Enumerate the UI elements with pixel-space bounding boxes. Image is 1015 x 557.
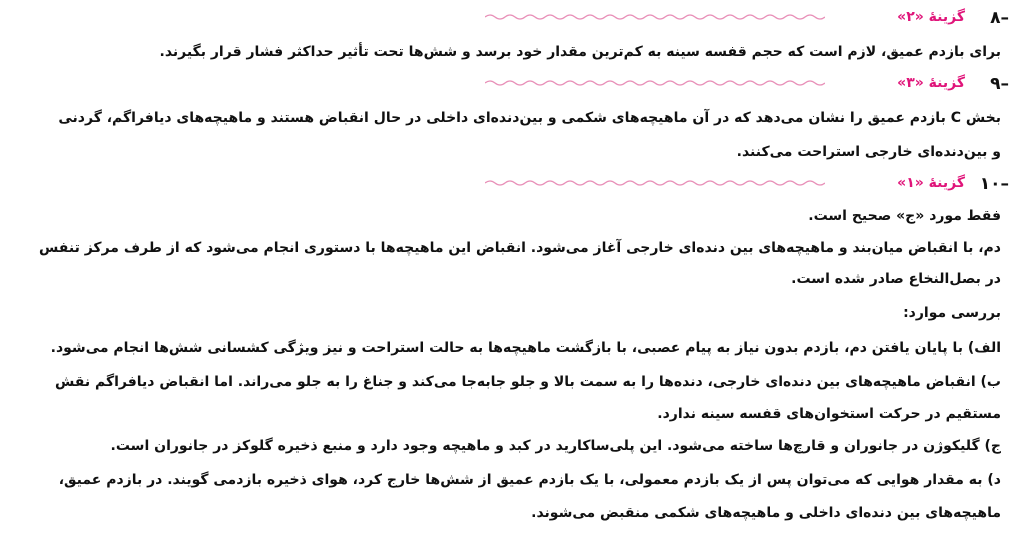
text-line: برای بازدم عمیق، لازم است که حجم قفسه سینه به کم‌ترین مقدار خود برسد و شش‌ها تحت تأثیر حداکثر فشار قرار بگیرند. bbox=[159, 44, 1001, 60]
text-line: د) به مقدار هوایی که می‌توان پس از یک بازدم معمولی، با یک بازدم عمیق از شش‌ها خارج کرد، هوای ذخیره بازدمی گویند. در بازدم عمیق، bbox=[58, 472, 1001, 488]
question-10-header bbox=[0, 172, 1015, 198]
question-number: ۹– bbox=[990, 74, 1009, 94]
text-line: در بصل‌النخاع صادر شده است. bbox=[791, 271, 1001, 287]
wavy-divider bbox=[485, 79, 825, 87]
question-9-header bbox=[0, 72, 1015, 98]
answer-option-label: گزینهٔ «۱» bbox=[897, 175, 965, 191]
text-line: الف) با پایان یافتن دم، بازدم بدون نیاز به پیام عصبی، با بازگشت ماهیچه‌ها به حالت استراحت و نیز ویژگی کشسانی شش‌ها انجام می‌شود. bbox=[50, 340, 1001, 356]
question-number: ۸– bbox=[990, 8, 1009, 28]
text-line: بخش C بازدم عمیق را نشان می‌دهد که در آن ماهیچه‌های شکمی و بین‌دنده‌ای داخلی در حال انقباض هستند و ماهیچه‌های دیافراگم، گردنی bbox=[58, 110, 1001, 126]
text-line: ماهیچه‌های بین دنده‌ای داخلی و ماهیچه‌های شکمی منقبض می‌شوند. bbox=[531, 505, 1001, 521]
question-number: ۱۰– bbox=[979, 174, 1009, 194]
wavy-divider bbox=[485, 179, 825, 187]
text-line: ج) گلیکوژن در جانوران و قارچ‌ها ساخته می‌شود. این پلی‌ساکارید در کبد و ماهیچه وجود دارد و منبع ذخیره گلوکز در جانوران است. bbox=[110, 438, 1001, 454]
wavy-divider bbox=[485, 13, 825, 21]
text-line: فقط مورد «ج» صحیح است. bbox=[808, 208, 1001, 224]
text-line: و بین‌دنده‌ای خارجی استراحت می‌کنند. bbox=[736, 144, 1001, 160]
question-8-header bbox=[0, 6, 1015, 32]
text-line: مستقیم در حرکت استخوان‌های قفسه سینه ندارد. bbox=[657, 406, 1001, 422]
answer-option-label: گزینهٔ «۳» bbox=[897, 75, 965, 91]
text-line: دم، با انقباض میان‌بند و ماهیچه‌های بین دنده‌ای خارجی آغاز می‌شود. انقباض این ماهیچه‌ها با دستوری انجام می‌شود که از طرف مرکز تنفس bbox=[39, 240, 1001, 256]
answer-option-label: گزینهٔ «۲» bbox=[897, 9, 965, 25]
text-line: بررسی موارد: bbox=[903, 305, 1001, 321]
text-line: ب) انقباض ماهیچه‌های بین دنده‌ای خارجی، دنده‌ها را به سمت بالا و جلو جابه‌جا می‌کند و جناغ را به جلو می‌راند. اما انقباض دیافراگم نقش bbox=[55, 374, 1001, 390]
